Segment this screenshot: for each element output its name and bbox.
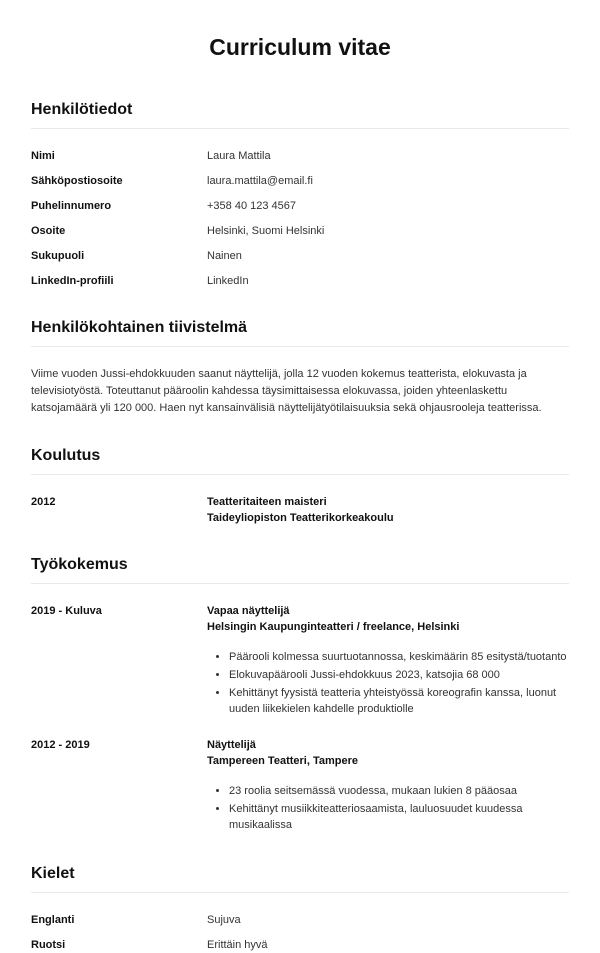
entry-body bbox=[207, 494, 569, 526]
entry-subtitle: Tampereen Teatteri, Tampere bbox=[207, 755, 358, 767]
personal-heading: Henkilötiedot bbox=[31, 101, 569, 129]
field-row-phone bbox=[31, 198, 569, 214]
experience-heading: Työkokemus bbox=[31, 556, 569, 584]
field-label: Sähköpostiosoite bbox=[31, 175, 123, 187]
bullet-item: • Kehittänyt musiikkiteatteriosaamista, lauluosuudet kuudessa musikaalissa bbox=[229, 801, 569, 833]
education-heading: Koulutus bbox=[31, 447, 569, 475]
entry-bullet-list bbox=[207, 783, 569, 833]
field-label: LinkedIn-profiili bbox=[31, 275, 114, 287]
field-value: +358 40 123 4567 bbox=[207, 200, 297, 212]
entry-period: 2012 - 2019 bbox=[31, 739, 90, 751]
entry-body bbox=[207, 603, 569, 719]
field-row-address bbox=[31, 223, 569, 239]
page-title: Curriculum vitae bbox=[209, 34, 391, 60]
entry-bullet-list bbox=[207, 649, 569, 717]
field-value: LinkedIn bbox=[207, 275, 249, 287]
section-personal bbox=[31, 101, 569, 289]
field-label: Osoite bbox=[31, 225, 66, 237]
experience-entry bbox=[31, 603, 569, 719]
entry-title: Vapaa näyttelijä bbox=[207, 605, 290, 617]
field-value: Helsinki, Suomi Helsinki bbox=[207, 225, 325, 237]
bullet-item: • Päärooli kolmessa suurtuotannossa, keskimäärin 85 esitystä/tuotanto bbox=[229, 649, 569, 665]
entry-period: 2012 bbox=[31, 496, 56, 508]
field-value: Nainen bbox=[207, 250, 242, 262]
field-row-email bbox=[31, 173, 569, 189]
entry-body bbox=[207, 737, 569, 835]
experience-entry bbox=[31, 737, 569, 835]
field-label: Nimi bbox=[31, 150, 55, 162]
section-summary bbox=[31, 319, 569, 417]
summary-text: Viime vuoden Jussi-ehdokkuuden saanut näyttelijä, jolla 12 vuoden kokemus teatterista, elokuvasta ja televisiotyöstä. Toteuttanut pääroolin kahdessa täysimittaisessa elokuvassa, joiden yhteenlaskettu katsojamäärä yli 120 000. Haen nyt kansainvälisiä näyttelijätyötilaisuuksia sekä ohjausrooleja teatterissa. bbox=[31, 368, 542, 414]
entry-subtitle: Helsingin Kaupunginteatteri / freelance, Helsinki bbox=[207, 621, 460, 633]
section-languages bbox=[31, 865, 569, 953]
field-label: Sukupuoli bbox=[31, 250, 85, 262]
entry-period: 2019 - Kuluva bbox=[31, 605, 102, 617]
section-education bbox=[31, 447, 569, 526]
field-value: Laura Mattila bbox=[207, 150, 271, 162]
entry-title: Näyttelijä bbox=[207, 739, 256, 751]
field-value: Erittäin hyvä bbox=[207, 939, 268, 951]
bullet-item: • Elokuvapäärooli Jussi-ehdokkuus 2023, katsojia 68 000 bbox=[229, 667, 569, 683]
field-row-linkedin bbox=[31, 273, 569, 289]
education-entry bbox=[31, 494, 569, 526]
language-row-english bbox=[31, 912, 569, 928]
field-row-gender bbox=[31, 248, 569, 264]
bullet-item: • Kehittänyt fyysistä teatteria yhteistyössä koreografin kanssa, luonut uuden liikekielen kahdelle produktiolle bbox=[229, 685, 569, 717]
summary-heading: Henkilökohtainen tiivistelmä bbox=[31, 319, 569, 347]
field-row-name bbox=[31, 148, 569, 164]
field-label: Puhelinnumero bbox=[31, 200, 112, 212]
languages-heading: Kielet bbox=[31, 865, 569, 893]
section-experience bbox=[31, 556, 569, 835]
field-value: Sujuva bbox=[207, 914, 241, 926]
field-label: Ruotsi bbox=[31, 939, 66, 951]
entry-subtitle: Taideyliopiston Teatterikorkeakoulu bbox=[207, 512, 394, 524]
language-row-swedish bbox=[31, 937, 569, 953]
field-label: Englanti bbox=[31, 914, 75, 926]
field-value: laura.mattila@email.fi bbox=[207, 175, 313, 187]
bullet-item: • 23 roolia seitsemässä vuodessa, mukaan lukien 8 pääosaa bbox=[229, 783, 569, 799]
entry-title: Teatteritaiteen maisteri bbox=[207, 496, 327, 508]
